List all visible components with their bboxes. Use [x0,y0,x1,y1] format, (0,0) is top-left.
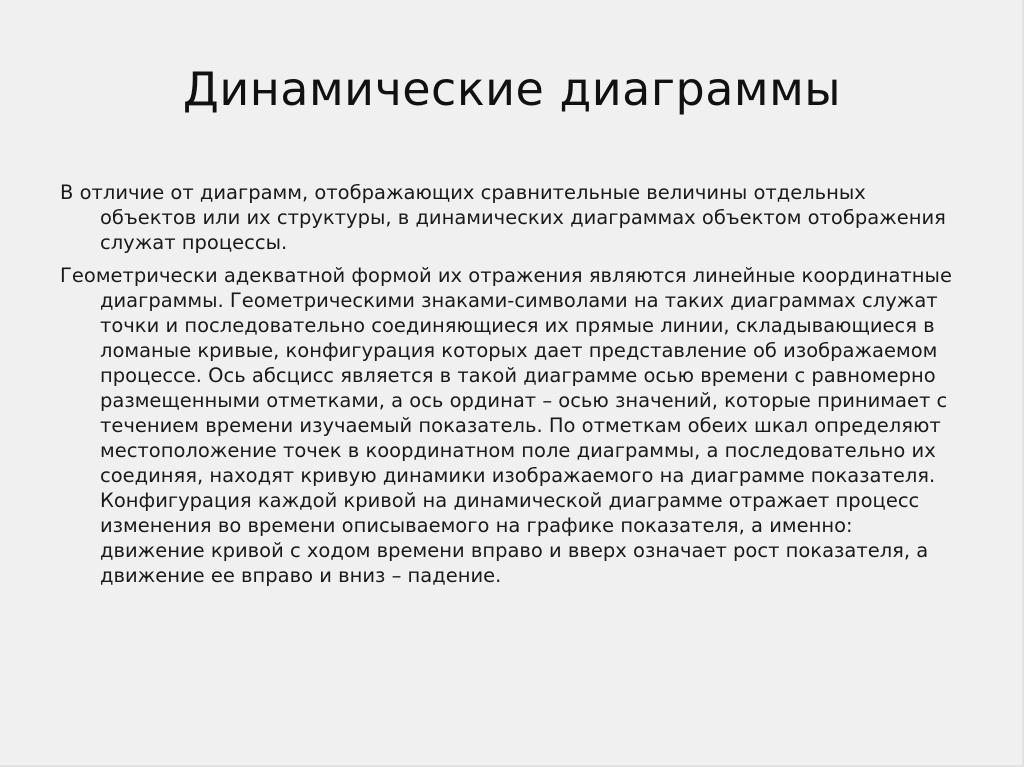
slide-body [60,180,960,596]
paragraph-intro: В отличие от диаграмм, отображающих сравнительные величины отдельных объектов или их структуры, в динамических диаграммах объектом отображения служат процессы. [60,181,946,254]
slide-title: Динамические диаграммы [182,62,842,116]
paragraph-description: Геометрически адекватной формой их отражения являются линейные координатные диаграммы. Геометрическими знаками-символами на таких диаграммах служат точки и последовательно соединяющиеся их прямые линии, складывающиеся в ломаные кривые, конфигурация которых дает представление об изображаемом процессе. Ось абсцисс является в такой диаграмме осью времени с равномерно размещенными отметками, а ось ординат – осью значений, которые принимает с течением времени изучаемый показатель. По отметкам обеих шкал определяют местоположение точек в координатном поле диаграммы, а последовательно их соединяя, находят кривую динамики изображаемого на диаграмме показателя. Конфигурация каждой кривой на динамической диаграмме отражает процесс изменения во времени описываемого на графике показателя, а именно: движение кривой с ходом времени вправо и вверх означает рост показателя, а движение ее вправо и вниз – падение. [60,264,952,587]
